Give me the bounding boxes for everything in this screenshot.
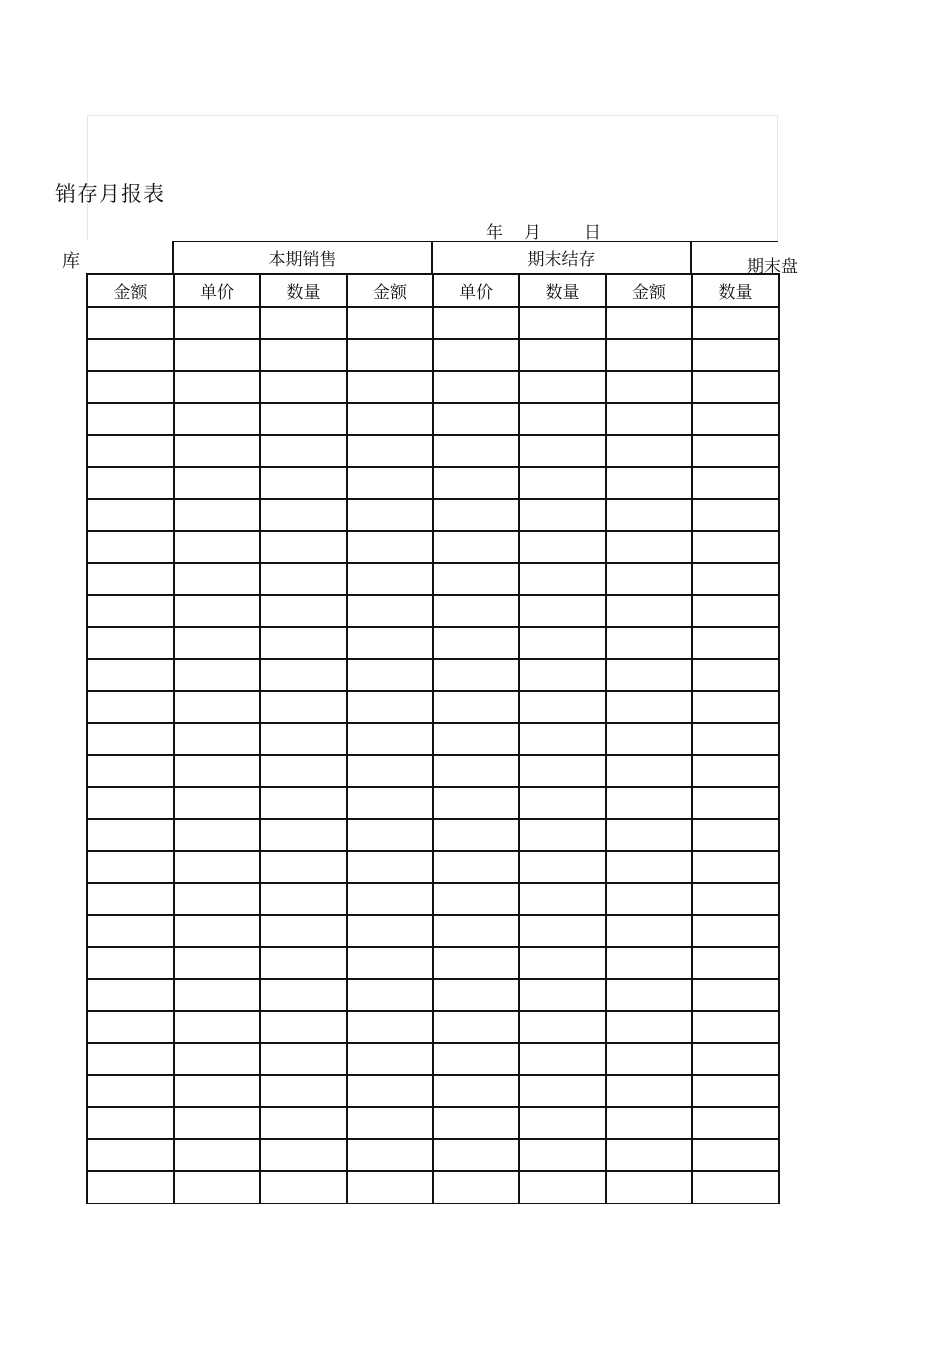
table-cell[interactable] [692, 339, 779, 371]
table-cell[interactable] [606, 851, 692, 883]
table-row [87, 563, 779, 595]
column-header: 单价 [433, 274, 519, 307]
table-cell[interactable] [433, 915, 519, 947]
table-cell[interactable] [519, 691, 606, 723]
table-cell[interactable] [519, 499, 606, 531]
table-cell[interactable] [519, 1043, 606, 1075]
table-cell[interactable] [692, 979, 779, 1011]
period-end-inventory-label: 期末盘 [747, 257, 798, 277]
table-cell[interactable] [433, 755, 519, 787]
table-cell[interactable] [87, 819, 174, 851]
table-cell[interactable] [260, 403, 347, 435]
table-cell[interactable] [260, 691, 347, 723]
table-cell[interactable] [347, 755, 433, 787]
table-cell[interactable] [692, 467, 779, 499]
table-cell[interactable] [692, 787, 779, 819]
table-cell[interactable] [87, 659, 174, 691]
table-cell[interactable] [606, 1011, 692, 1043]
table-cell[interactable] [606, 723, 692, 755]
table-cell[interactable] [519, 435, 606, 467]
date-month-label: 月 [524, 223, 541, 243]
table-cell[interactable] [606, 1043, 692, 1075]
table-cell[interactable] [606, 787, 692, 819]
table-cell[interactable] [260, 563, 347, 595]
table-cell[interactable] [606, 659, 692, 691]
table-cell[interactable] [606, 883, 692, 915]
table-cell[interactable] [433, 435, 519, 467]
table-cell[interactable] [519, 787, 606, 819]
table-cell[interactable] [260, 1171, 347, 1203]
table-cell[interactable] [606, 915, 692, 947]
table-cell[interactable] [87, 307, 174, 339]
table-cell[interactable] [174, 979, 260, 1011]
table-cell[interactable] [174, 1107, 260, 1139]
table-cell[interactable] [519, 851, 606, 883]
table-cell[interactable] [433, 403, 519, 435]
table-cell[interactable] [606, 467, 692, 499]
table-cell[interactable] [87, 467, 174, 499]
table-cell[interactable] [87, 1139, 174, 1171]
table-cell[interactable] [260, 915, 347, 947]
table-cell[interactable] [519, 1139, 606, 1171]
table-row [87, 1075, 779, 1107]
table-cell[interactable] [174, 1043, 260, 1075]
table-row [87, 819, 779, 851]
table-cell[interactable] [692, 1075, 779, 1107]
table-cell[interactable] [519, 371, 606, 403]
table-cell[interactable] [347, 563, 433, 595]
table-cell[interactable] [174, 947, 260, 979]
table-cell[interactable] [433, 371, 519, 403]
table-cell[interactable] [606, 435, 692, 467]
table-cell[interactable] [606, 1171, 692, 1203]
table-cell[interactable] [174, 1075, 260, 1107]
table-cell[interactable] [260, 787, 347, 819]
table-cell[interactable] [174, 627, 260, 659]
table-row [87, 435, 779, 467]
table-cell[interactable] [260, 499, 347, 531]
table-cell[interactable] [519, 531, 606, 563]
table-row [87, 467, 779, 499]
table-cell[interactable] [692, 531, 779, 563]
table-cell[interactable] [260, 531, 347, 563]
table-cell[interactable] [692, 691, 779, 723]
table-cell[interactable] [519, 1075, 606, 1107]
table-cell[interactable] [606, 1075, 692, 1107]
table-cell[interactable] [433, 467, 519, 499]
table-cell[interactable] [260, 595, 347, 627]
table-cell[interactable] [87, 691, 174, 723]
table-cell[interactable] [174, 595, 260, 627]
table-cell[interactable] [87, 371, 174, 403]
table-cell[interactable] [519, 979, 606, 1011]
column-header: 数量 [519, 274, 606, 307]
table-cell[interactable] [433, 723, 519, 755]
table-cell[interactable] [347, 371, 433, 403]
table-cell[interactable] [606, 531, 692, 563]
table-cell[interactable] [433, 691, 519, 723]
table-row [87, 851, 779, 883]
table-body [87, 307, 779, 1203]
date-day-label: 日 [584, 223, 601, 243]
table-cell[interactable] [606, 499, 692, 531]
table-cell[interactable] [433, 499, 519, 531]
table-cell[interactable] [519, 307, 606, 339]
table-cell[interactable] [606, 627, 692, 659]
table-cell[interactable] [87, 755, 174, 787]
table-cell[interactable] [87, 1075, 174, 1107]
table-cell[interactable] [260, 755, 347, 787]
table-row [87, 531, 779, 563]
table-row [87, 979, 779, 1011]
table-cell[interactable] [347, 819, 433, 851]
table-cell[interactable] [519, 883, 606, 915]
table-row [87, 1139, 779, 1171]
table-cell[interactable] [347, 1075, 433, 1107]
table-cell[interactable] [606, 403, 692, 435]
table-cell[interactable] [87, 915, 174, 947]
table-cell[interactable] [347, 1011, 433, 1043]
table-cell[interactable] [606, 339, 692, 371]
table-cell[interactable] [692, 1043, 779, 1075]
table-cell[interactable] [174, 531, 260, 563]
table-cell[interactable] [174, 755, 260, 787]
column-header: 金额 [606, 274, 692, 307]
table-row [87, 723, 779, 755]
table-cell[interactable] [174, 1171, 260, 1203]
table-cell[interactable] [606, 691, 692, 723]
table-cell[interactable] [519, 595, 606, 627]
table-cell[interactable] [606, 947, 692, 979]
table-cell[interactable] [174, 499, 260, 531]
table-cell[interactable] [433, 1075, 519, 1107]
table-cell[interactable] [519, 723, 606, 755]
table-row [87, 1043, 779, 1075]
table-cell[interactable] [347, 947, 433, 979]
table-cell[interactable] [174, 563, 260, 595]
table-cell[interactable] [692, 1139, 779, 1171]
table-cell[interactable] [347, 531, 433, 563]
table-cell[interactable] [87, 339, 174, 371]
group-header-ending-stock: 期末结存 [527, 250, 596, 270]
table-cell[interactable] [433, 627, 519, 659]
table-cell[interactable] [260, 1139, 347, 1171]
table-cell[interactable] [174, 403, 260, 435]
table-cell[interactable] [260, 947, 347, 979]
table-cell[interactable] [260, 659, 347, 691]
table-cell[interactable] [519, 659, 606, 691]
table-cell[interactable] [692, 1171, 779, 1203]
table-cell[interactable] [519, 467, 606, 499]
table-cell[interactable] [174, 307, 260, 339]
report-table [86, 273, 780, 1204]
date-line [486, 218, 601, 243]
table-cell[interactable] [519, 1171, 606, 1203]
table-cell[interactable] [347, 1043, 433, 1075]
table-cell[interactable] [347, 339, 433, 371]
column-header: 数量 [692, 274, 779, 307]
table-cell[interactable] [519, 403, 606, 435]
table-cell[interactable] [433, 1107, 519, 1139]
table-row [87, 339, 779, 371]
table-cell[interactable] [260, 1107, 347, 1139]
table-cell[interactable] [606, 595, 692, 627]
table-cell[interactable] [260, 371, 347, 403]
table-cell[interactable] [692, 947, 779, 979]
table-row [87, 915, 779, 947]
table-cell[interactable] [692, 755, 779, 787]
table-cell[interactable] [87, 723, 174, 755]
table-cell[interactable] [692, 1011, 779, 1043]
table-cell[interactable] [174, 723, 260, 755]
table-cell[interactable] [433, 851, 519, 883]
table-cell[interactable] [433, 531, 519, 563]
table-cell[interactable] [174, 1139, 260, 1171]
table-cell[interactable] [692, 915, 779, 947]
table-row [87, 883, 779, 915]
table-cell[interactable] [174, 339, 260, 371]
table-cell[interactable] [260, 467, 347, 499]
table-cell[interactable] [433, 979, 519, 1011]
table-row [87, 627, 779, 659]
table-row [87, 947, 779, 979]
report-title: 销存月报表 [55, 182, 165, 206]
table-cell[interactable] [433, 883, 519, 915]
table-cell[interactable] [347, 595, 433, 627]
table-cell[interactable] [347, 851, 433, 883]
table-cell[interactable] [87, 1011, 174, 1043]
table-cell[interactable] [433, 1139, 519, 1171]
table-cell[interactable] [692, 883, 779, 915]
table-row [87, 1107, 779, 1139]
table-cell[interactable] [606, 371, 692, 403]
table-cell[interactable] [174, 435, 260, 467]
table-cell[interactable] [606, 1139, 692, 1171]
table-row [87, 499, 779, 531]
table-cell[interactable] [87, 1171, 174, 1203]
table-cell[interactable] [433, 1011, 519, 1043]
table-cell[interactable] [347, 435, 433, 467]
table-cell[interactable] [692, 1107, 779, 1139]
table-cell[interactable] [347, 307, 433, 339]
table-cell[interactable] [87, 563, 174, 595]
table-cell[interactable] [174, 915, 260, 947]
table-cell[interactable] [519, 915, 606, 947]
table-cell[interactable] [692, 819, 779, 851]
table-cell[interactable] [347, 691, 433, 723]
table-cell[interactable] [260, 883, 347, 915]
table-cell[interactable] [174, 883, 260, 915]
table-cell[interactable] [519, 563, 606, 595]
table-row [87, 595, 779, 627]
table-cell[interactable] [692, 659, 779, 691]
table-cell[interactable] [433, 595, 519, 627]
table-row [87, 659, 779, 691]
table-cell[interactable] [606, 307, 692, 339]
table-cell[interactable] [87, 595, 174, 627]
table-cell[interactable] [347, 1139, 433, 1171]
table-cell[interactable] [174, 371, 260, 403]
table-cell[interactable] [174, 691, 260, 723]
table-cell[interactable] [87, 883, 174, 915]
table-row [87, 787, 779, 819]
table-cell[interactable] [692, 403, 779, 435]
table-row [87, 307, 779, 339]
table-cell[interactable] [347, 467, 433, 499]
table-cell[interactable] [433, 563, 519, 595]
table-cell[interactable] [606, 979, 692, 1011]
table-cell[interactable] [692, 371, 779, 403]
table-cell[interactable] [519, 1107, 606, 1139]
table-cell[interactable] [260, 435, 347, 467]
table-cell[interactable] [174, 467, 260, 499]
column-header: 数量 [260, 274, 347, 307]
table-cell[interactable] [433, 787, 519, 819]
table-row [87, 371, 779, 403]
table-cell[interactable] [87, 1043, 174, 1075]
table-cell[interactable] [692, 563, 779, 595]
table-cell[interactable] [260, 819, 347, 851]
table-cell[interactable] [692, 723, 779, 755]
table-cell[interactable] [347, 979, 433, 1011]
table-cell[interactable] [347, 1171, 433, 1203]
table-row [87, 403, 779, 435]
table-cell[interactable] [692, 499, 779, 531]
table-cell[interactable] [433, 307, 519, 339]
table-cell[interactable] [519, 339, 606, 371]
table-cell[interactable] [87, 531, 174, 563]
table-row [87, 1011, 779, 1043]
table-row [87, 1171, 779, 1203]
table-cell[interactable] [433, 659, 519, 691]
table-cell[interactable] [433, 1171, 519, 1203]
table-cell[interactable] [347, 787, 433, 819]
table-cell[interactable] [260, 723, 347, 755]
table-cell[interactable] [519, 819, 606, 851]
table-cell[interactable] [519, 947, 606, 979]
table-cell[interactable] [347, 1107, 433, 1139]
table-cell[interactable] [347, 403, 433, 435]
table-cell[interactable] [692, 851, 779, 883]
table-cell[interactable] [87, 1107, 174, 1139]
table-cell[interactable] [174, 659, 260, 691]
table-cell[interactable] [87, 787, 174, 819]
sheet-frame [87, 115, 778, 241]
table-cell[interactable] [347, 659, 433, 691]
table-cell[interactable] [692, 595, 779, 627]
table-cell[interactable] [174, 851, 260, 883]
table-cell[interactable] [87, 435, 174, 467]
date-year-label: 年 [486, 223, 503, 243]
table-cell[interactable] [87, 403, 174, 435]
column-header: 金额 [87, 274, 174, 307]
table-cell[interactable] [347, 915, 433, 947]
column-header: 单价 [174, 274, 260, 307]
table-cell[interactable] [433, 1043, 519, 1075]
table-cell[interactable] [87, 499, 174, 531]
group-header-current-sales: 本期销售 [268, 250, 337, 270]
table-cell[interactable] [433, 947, 519, 979]
table-cell[interactable] [606, 819, 692, 851]
table-cell[interactable] [260, 339, 347, 371]
column-header-row [87, 274, 779, 307]
table-cell[interactable] [347, 883, 433, 915]
table-row [87, 755, 779, 787]
table-cell[interactable] [519, 755, 606, 787]
table-cell[interactable] [606, 755, 692, 787]
table-cell[interactable] [174, 1011, 260, 1043]
table-cell[interactable] [260, 1043, 347, 1075]
table-cell[interactable] [692, 307, 779, 339]
table-cell[interactable] [87, 979, 174, 1011]
table-cell[interactable] [260, 1011, 347, 1043]
table-cell[interactable] [260, 307, 347, 339]
table-cell[interactable] [519, 1011, 606, 1043]
table-cell[interactable] [347, 723, 433, 755]
table-cell[interactable] [347, 627, 433, 659]
table-cell[interactable] [692, 435, 779, 467]
table-cell[interactable] [174, 787, 260, 819]
table-cell[interactable] [260, 979, 347, 1011]
table-cell[interactable] [87, 947, 174, 979]
table-cell[interactable] [87, 627, 174, 659]
table-cell[interactable] [433, 819, 519, 851]
table-cell[interactable] [260, 1075, 347, 1107]
table-cell[interactable] [87, 851, 174, 883]
table-cell[interactable] [260, 627, 347, 659]
table-cell[interactable] [606, 563, 692, 595]
table-cell[interactable] [347, 499, 433, 531]
table-cell[interactable] [519, 627, 606, 659]
table-row [87, 691, 779, 723]
table-cell[interactable] [606, 1107, 692, 1139]
table-cell[interactable] [260, 851, 347, 883]
column-header: 金额 [347, 274, 433, 307]
table-cell[interactable] [433, 339, 519, 371]
table-cell[interactable] [174, 819, 260, 851]
table-cell[interactable] [692, 627, 779, 659]
warehouse-label: 库 [62, 251, 80, 272]
